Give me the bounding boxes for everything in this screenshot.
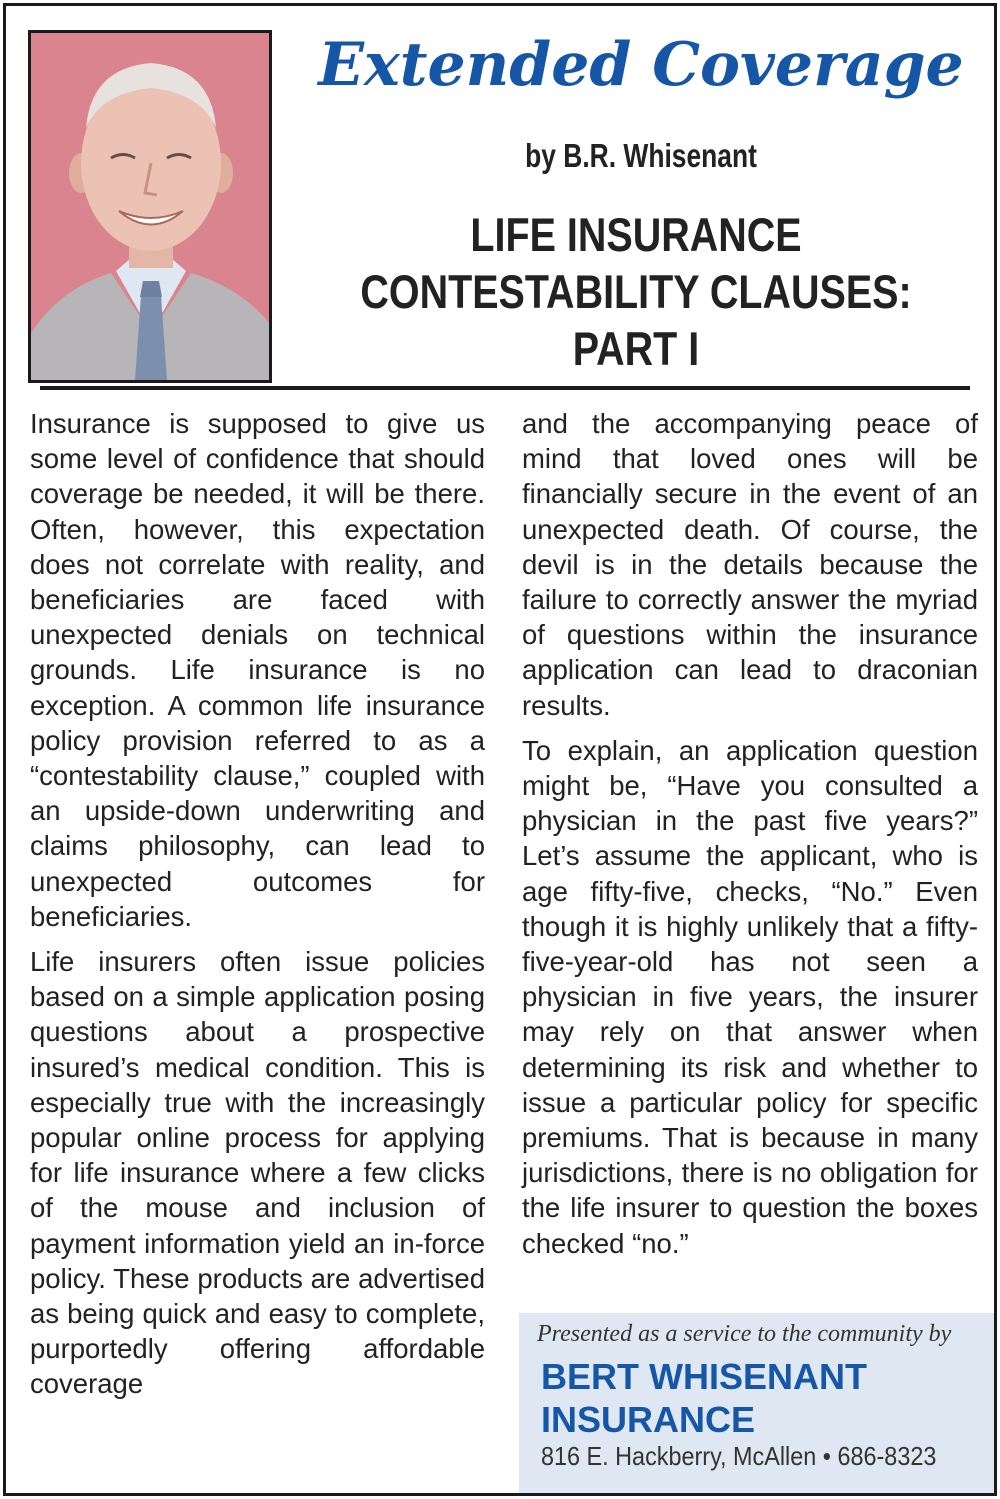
article-headline	[334, 206, 939, 377]
article-paragraph: To explain, an application question might be, “Have you consulted a physician in the past five years?” Let’s assume the applicant, who is age fifty-five, checks, “No.” Even though it is highly unlikely that a fifty-five-year-old has not seen a physician in five years, the insurer may rely on that answer when determining its risk and whether to issue a particular policy for specific premiums. That is because in many jurisdictions, there is no obligation for the life insurer to question the boxes checked “no.”	[522, 734, 978, 1259]
author-portrait-image	[31, 33, 269, 380]
sponsor-name-line: BERT WHISENANT	[541, 1356, 867, 1397]
article-column-left	[30, 406, 485, 1412]
headline-line: LIFE INSURANCE	[470, 208, 802, 261]
sponsor-box	[519, 1313, 994, 1493]
sponsor-intro: Presented as a service to the community by	[537, 1321, 952, 1347]
column-title: Extended Coverage	[318, 30, 964, 100]
sponsor-name-line: INSURANCE	[541, 1399, 756, 1440]
author-photo	[28, 30, 272, 383]
headline-line: PART I	[572, 322, 700, 375]
sponsor-address: 816 E. Hackberry, McAllen • 686-8323	[541, 1441, 937, 1471]
headline-line: CONTESTABILITY CLAUSES:	[360, 265, 912, 318]
article-paragraph: Insurance is supposed to give us some level of confidence that should coverage be needed, it will be there. Often, however, this expectation does not correlate with reality, and beneficiaries are faced with unexpected denials on technical grounds. Life insurance is no exception. A common life insurance policy provision referred to as a “contestability clause,” coupled with an upside-down underwriting and claims philosophy, can lead to unexpected outcomes for beneficiaries.	[30, 408, 485, 932]
sponsor-name	[541, 1355, 981, 1441]
article-paragraph: and the accompanying peace of mind that loved ones will be financially secure in the event of an unexpected death. Of course, the devil is in the details because the failure to correctly answer the myriad of questions within the insurance application can lead to draconian results.	[522, 408, 978, 721]
header-divider	[40, 386, 970, 390]
column-frame	[3, 3, 997, 1496]
article-column-right	[522, 406, 978, 1271]
byline: by B.R. Whisenant	[525, 137, 757, 174]
article-paragraph: Life insurers often issue policies based on a simple application posing questions about a prospective insured’s medical condition. This is especially true with the increasingly popular online process for applying for life insurance where a few clicks of the mouse and inclusion of payment information yield an in-force policy. These products are advertised as being quick and easy to complete, purportedly offering affordable coverage	[30, 946, 485, 1400]
